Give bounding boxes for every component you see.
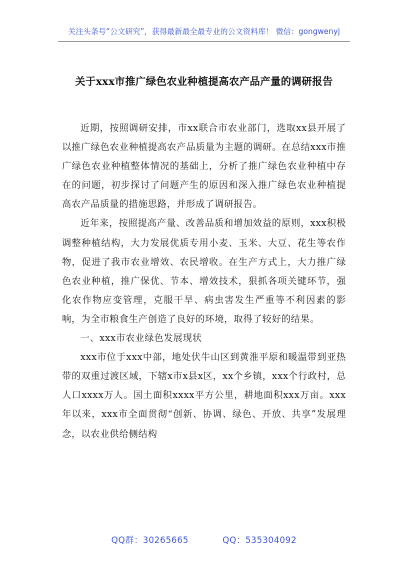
footer-contact	[0, 534, 408, 546]
header-promo-note: 关注头条号“公文研究”，获得最新最全最专业的公文资料库！ 微信：gongwenyj	[68, 27, 340, 36]
document-body	[62, 119, 346, 444]
section-heading-1: 一、xxx市农业绿色发展现状	[80, 333, 202, 345]
qq-group-number: QQ群：30265665	[111, 536, 189, 546]
qq-number: QQ：535304092	[222, 536, 297, 546]
paragraph-status: xxx市位于xxx中部，地处伏牛山区到黄淮平原和暖温带到亚热带的双重过渡区域，下辖x市x县x区，xx个乡镇，xxx个行政村，总人口xxxx万人。国土面积xxxx平方公里，耕地面积xxx万亩。xxx年以来，xxx市全面贯彻“创新、协调、绿色、开放、共享”发展理念，以农业供给侧结构	[62, 352, 346, 440]
paragraph-background: 近年来，按照提高产量、改善品质和增加效益的原则，xxx积极调整种植结构，大力发展优质专用小麦、玉米、大豆、花生等农作物，促进了我市农业增效、农民增收。在生产方式上，大力推广绿色农业种植，推广保优、节本、增效技术，狠抓各项关键环节，强化农作物应变管理，克服干旱、病虫害发生严重等不利因素的影响，为全市粮食生产创造了良好的环境，取得了较好的结果。	[62, 218, 346, 325]
paragraph-intro: 近期，按照调研安排，市xx联合市农业部门，选取xx县开展了以推广绿色农业种植提高农产品质量为主题的调研。在总结xxx市推广绿色农业种植整体情况的基础上，分析了推广绿色农业种植中存在的问题，初步探讨了问题产生的原因和深入推广绿色农业种植提高农产品质量的措施思路，并形成了调研报告。	[62, 123, 346, 211]
document-title: 关于xxx市推广绿色农业种植提高农产品产量的调研报告	[75, 76, 333, 88]
header-divider	[58, 41, 350, 42]
